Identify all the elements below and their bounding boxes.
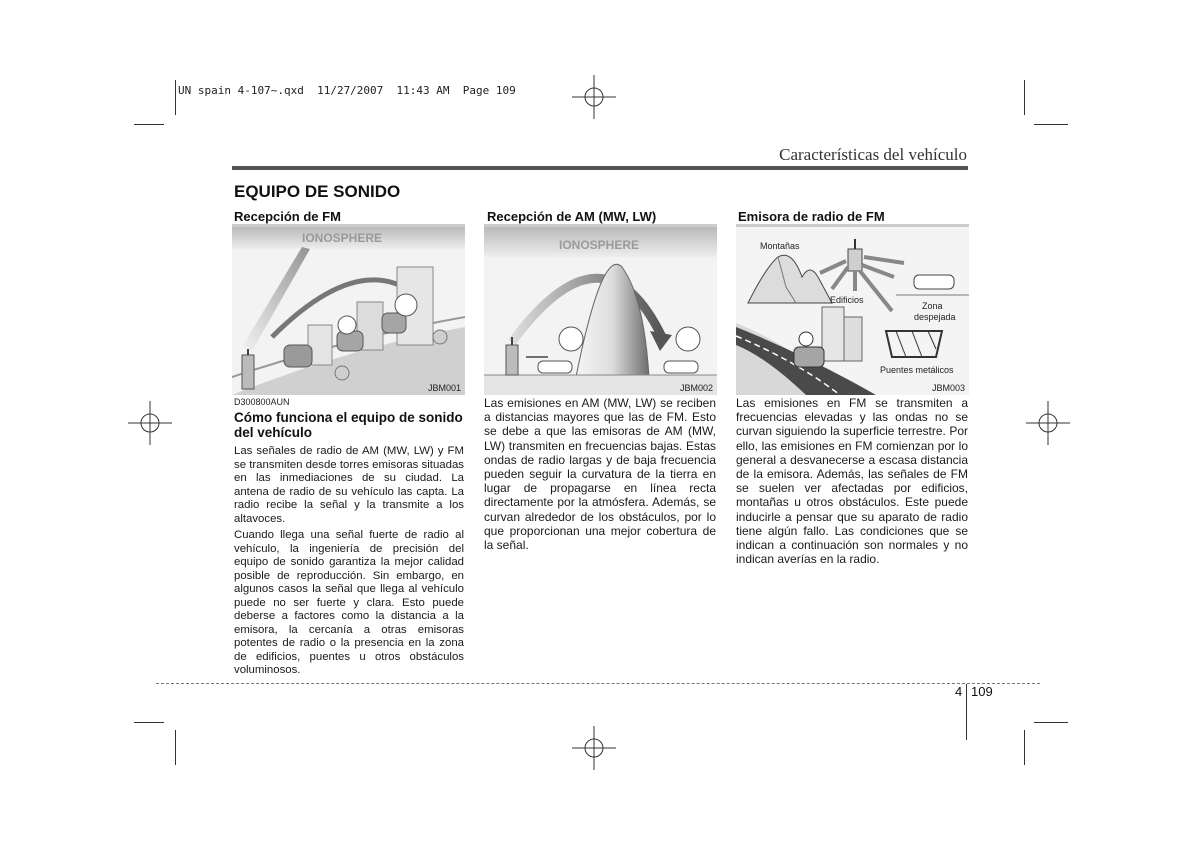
header-rule — [232, 166, 968, 170]
figure-code: JBM002 — [680, 383, 714, 393]
doc-code: D300800AUN — [234, 397, 290, 407]
label-buildings: Edificios — [830, 295, 864, 305]
page-chapter: 4 — [955, 684, 963, 699]
figure-code: JBM003 — [932, 383, 966, 393]
figure-am-reception — [484, 224, 717, 395]
paragraph: Cuando llega una señal fuerte de radio al vehículo, la ingeniería de precisión del equipo de sonido garantiza la mejor calidad posible de reproducción. Sin embargo, en algunos casos la señal que llega al vehículo puede no ser fuerte y clara. Esto puede deberse a factores como la distancia a la emisora, la cercanía a otras emisoras potentes de radio o la presencia en la zona de edificios, puentes u otros obstáculos voluminosos. — [234, 529, 464, 676]
figure-code: JBM001 — [428, 383, 462, 393]
figure-title-am: Recepción de AM (MW, LW) — [487, 209, 657, 224]
registration-mark-top — [572, 75, 616, 119]
crop-mark — [1024, 80, 1025, 115]
page-number: 109 — [971, 684, 993, 699]
paragraph: Las emisiones en AM (MW, LW) se reciben a distancias mayores que las de FM. Esto se debe a que las emisoras de AM (MW, LW) transmiten en frecuencias bajas. Estas ondas de radio largas y de baja frecuencia pueden seguir la curvatura de la tierra en lugar de propagarse en línea recta directamente por la atmósfera. Además, se curvan alrededor de los obstáculos, por lo que proporcionan una mejor cobertura de la señal. — [484, 396, 716, 553]
paragraph: Las señales de radio de AM (MW, LW) y FM se transmiten desde torres emisoras situadas en las inmediaciones de su ciudad. La antena de radio de su vehículo las capta. La radio recibe la señal y la transmite a los altavoces. — [234, 445, 464, 525]
column-3 — [736, 396, 968, 566]
page-separator — [966, 684, 967, 740]
subheading: Cómo funciona el equipo de sonido del vehículo — [234, 410, 463, 440]
label-clear-zone-line2: despejada — [914, 312, 956, 322]
chapter-title: Características del vehículo — [779, 145, 967, 164]
crop-mark — [1034, 722, 1068, 723]
label-mountains: Montañas — [760, 241, 800, 251]
registration-mark-bottom — [572, 726, 616, 770]
figure-title-fm: Recepción de FM — [234, 209, 341, 224]
section-title: EQUIPO DE SONIDO — [234, 182, 401, 201]
figure-title-fm-station: Emisora de radio de FM — [738, 209, 885, 224]
registration-mark-left — [128, 401, 172, 445]
crop-mark — [175, 80, 176, 115]
crop-mark — [175, 730, 176, 765]
column-2 — [484, 396, 716, 552]
registration-mark-right — [1026, 401, 1070, 445]
crop-mark — [134, 722, 164, 723]
footer-rule — [156, 683, 1040, 684]
column-1 — [234, 445, 464, 681]
figure-fm-station — [736, 224, 969, 395]
ionosphere-label: IONOSPHERE — [559, 238, 640, 252]
print-slug: UN spain 4-107~.qxd 11/27/2007 11:43 AM Page 109 — [178, 84, 516, 97]
crop-mark — [1024, 730, 1025, 765]
paragraph: Las emisiones en FM se transmiten a frecuencias elevadas y las ondas no se curvan siguiendo la superficie terrestre. Por ello, las emisiones en FM comienzan por lo general a desvanecerse a escasa distancia de la emisora. Además, las señales de FM se suelen ver afectadas por edificios, montañas u otros obstáculos. Este puede inducirle a pensar que su aparato de radio tiene algún fallo. Las condiciones que se indican a continuación son normales y no indican averías en la radio. — [736, 396, 968, 567]
crop-mark — [1034, 124, 1068, 125]
ionosphere-label: IONOSPHERE — [302, 231, 383, 245]
figure-fm-reception — [232, 224, 465, 395]
label-clear-zone: Zona despejada — [914, 301, 956, 322]
crop-mark — [134, 124, 164, 125]
label-bridges: Puentes metálicos — [880, 365, 954, 375]
